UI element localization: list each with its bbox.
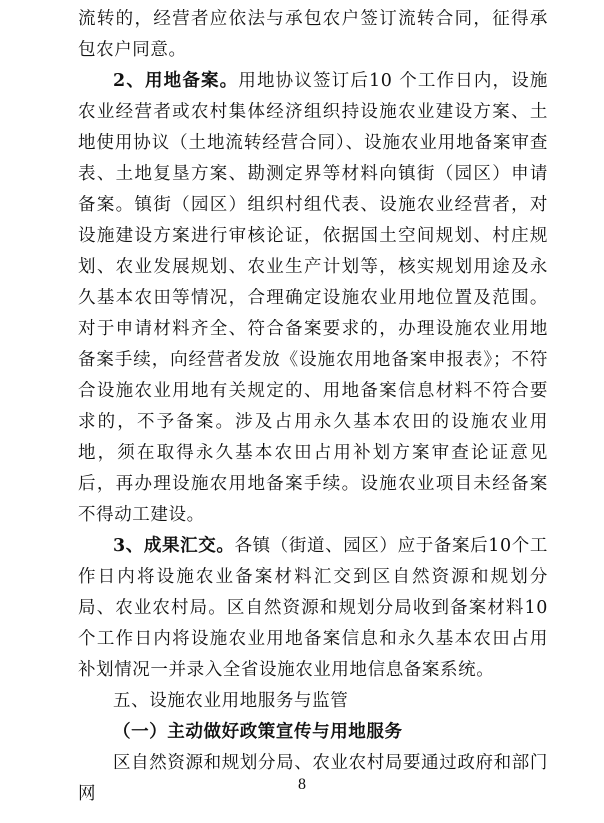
subsection-heading: （一）主动做好政策宣传与用地服务: [113, 722, 403, 742]
paragraph-text: 用地协议签订后10 个工作日内，设施农业经营者或农村集体经济组织持设施农业建设方案、土地使用协议（土地流转经营合同）、设施农业用地备案审查表、土地复垦方案、勘测定界等材料向镇街（园区）申请备案。镇街（园区）组织村组代表、设施农业经营者，对设施建设方案进行审核论证，依据国土空间规划、村庄规划、农业发展规划、农业生产计划等，核实规划用途及永久基本农田等情况，合理确定设施农业用地位置及范围。对于申请材料齐全、符合备案要求的，办理设施农业用地备案手续，向经营者发放《设施农用地备案申报表》；不符合设施农业用地有关规定的、用地备案信息材料不符合要求的，不予备案。涉及占用永久基本农田的设施农业用地，须在取得永久基本农田占用补划方案审查论证意见后，再办理设施农用地备案手续。设施农业项目未经备案不得动工建设。: [78, 71, 548, 525]
page-number: 8: [298, 776, 306, 793]
paragraph-lead-land-filing: 2、用地备案。: [113, 71, 239, 91]
paragraph-text: 区自然资源和规划分局、农业农村局要通过政府和部门网: [78, 753, 548, 804]
section-heading: 五、设施农业用地服务与监管: [113, 691, 349, 711]
paragraph-text: 各镇（街道、园区）应于备案后10个工作日内将设施农业备案材料汇交到区自然资源和规划分局、农业农村局。区自然资源和规划分局收到备案材料10 个工作日内将设施农业用地备案信息和永久基本农田占用补划情况一并录入全省设施农业用地信息备案系统。: [78, 536, 548, 680]
paragraph-land-filing: [78, 66, 548, 531]
paragraph-continuation: [78, 4, 548, 66]
paragraph-text: 流转的，经营者应依法与承包农户签订流转合同，征得承包农户同意。: [78, 9, 548, 60]
document-body: [78, 4, 548, 810]
paragraph-results-submission: [78, 531, 548, 686]
paragraph-lead-results-submission: 3、成果汇交。: [113, 536, 235, 556]
